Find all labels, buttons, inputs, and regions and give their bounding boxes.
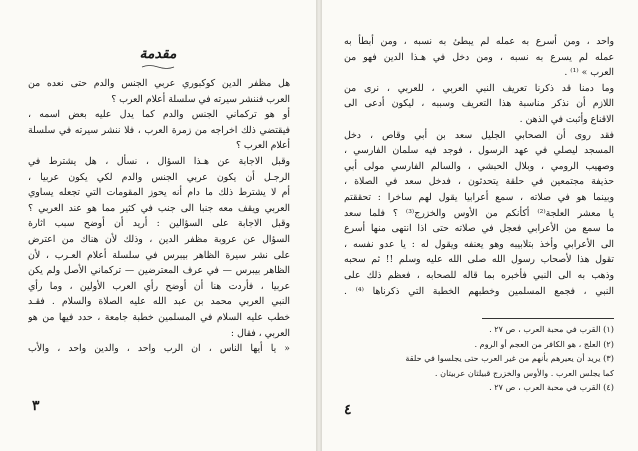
footnote-line: (٤) القرب في محبة العرب ، ص ٢٧ . [489, 382, 614, 393]
footnote-line: (٢) العلج ، هو الكافر من العجم أو الروم . [474, 338, 614, 349]
text-line: السؤال عن عروبة مظفر الدين ، وذلك لأن هناك من اعترض [28, 233, 290, 245]
text-line: الرجـل أن يكون عربي الجنس والدم لكي يكون عربيا ، [28, 171, 290, 183]
page-number-left: ٣ [32, 398, 40, 414]
left-page-body [28, 76, 290, 357]
text-line: عربيا ، فأردت هنا أن أوضح رأي العرب الأولين ، وما رأي [28, 280, 290, 292]
text-line: هل مظفر الدين كوكبوري عربي الجنس والدم حتى نعده من [28, 78, 290, 89]
text-line: المسجد ليصلي في عهد الرسول ، فوجد فيه سلمان الفارسي ، [344, 145, 614, 157]
text-line: وذهب به الى النبي فأخبره بما قاله للصحابه ، فعظم ذلك على [344, 269, 614, 281]
footnote-line: (١) القرب في محبة العرب ، ص ٢٧ . [489, 324, 614, 334]
text-line: العربي ويقف معه جنبا الى جنب في كثير مما هو عند العربي ؟ [28, 202, 290, 214]
right-page [322, 0, 638, 451]
page-heading: مقدمة [139, 46, 177, 62]
text-line: اللازم أن نذكر مناسبة هذا التعريف وسببه ، ليكون أدعى الى [344, 98, 614, 110]
text-line: حذيفة مجتمعين في حلقة يتحدثون ، فدخل سعد في الصلاة ، [344, 176, 614, 188]
text-line: ما سمع من الأعرابي فعجل في صلاته حتى اذا انتهى منها أسرع [344, 223, 614, 235]
text-line: العربي ، فقال : [230, 327, 290, 339]
text-line: واحد ، ومن أسرع به عمله لم يبطئ به نسبه ، ومن أبطأ به [344, 36, 614, 47]
text-line: عمله لم يسرع به نسبه ، ومن دخل في هـذا الدين فهو من [344, 51, 614, 63]
text-line: أو هو تركماني الجنس والدم كما يدل عليه بعض اسمه ، [28, 109, 290, 121]
text-line: خطب عليه السلام في المسلمين خطبة جامعة ، حدد فيها من هو [28, 311, 290, 323]
text-line: يا معشر العلجة⁽²⁾ أكأنكم من الأوس والخزرج⁽³⁾ ؟ فلما سعد [344, 207, 614, 219]
text-line: وقبل الاجابة عن هـذا السؤال ، نسأل ، هل يشترط في [28, 155, 290, 167]
text-line: الى الأعرابي وأخذ بتلابيبه وهو يعنفه ويقول له : يا عدو نفسه ، [344, 238, 614, 250]
text-line: أم لا يشترط ذلك ما دام أنه يحوز المقومات التي تجعله يساوي [28, 187, 290, 199]
text-line: وما دمنا قد ذكرنا تعريف النبي العربي ، للعربي ، نرى من [344, 82, 614, 94]
text-line: وقبل الاجابة على السؤالين : أريد أن أوضح سبب اثارة [28, 218, 290, 230]
footnote-line: (٣) يريد أن يعيرهم بأنهم من غير العرب حتى يجلسوا في حلقة [405, 353, 614, 364]
text-line: وصهيب الرومي ، وبلال الحبشي ، والسالم الفارسي مولى أبي [344, 160, 614, 172]
text-line: تقول هذا لأصحاب رسول الله صلى الله عليه وسلم !! ثم سحبه [344, 254, 614, 266]
text-line: على نشر سيرة الظاهر بيبرس في سلسلة أعلام العـرب ، لأن [28, 249, 290, 261]
text-line: الظاهر بيبرس — في عرف المعترضين — تركماني الأصل ولم يكن [28, 265, 290, 277]
text-line: « يا أيها الناس ، ان الرب واحد ، والدين واحد ، والأب [28, 343, 290, 355]
footnotes [344, 322, 614, 395]
left-page [0, 0, 316, 451]
text-line: وبينما هو في صلاته ، سمع أعرابيا يقول لهم ساخرا : تحققتم [344, 191, 614, 203]
right-page-body [344, 34, 614, 299]
text-line: فيقتضي ذلك اخراجه من زمرة العرب ، فلا ننشر سيرته في سلسلة [28, 124, 290, 136]
text-line: العرب » ⁽¹⁾ . [564, 67, 614, 79]
text-line: العرب فننشر سيرته في سلسلة أعلام العرب ؟ [111, 93, 290, 105]
text-line: فقد روى أن الصحابي الجليل سعد بن أبي وقاص ، دخل [344, 129, 614, 141]
text-line: النبي العربي محمد بن عبد الله عليه الصلاة والسلام . فقـد [28, 296, 290, 308]
text-line: أعلام العرب ؟ [235, 140, 290, 152]
heading-ornament-icon [140, 64, 176, 70]
text-line: الاقناع وأثبت في الذهن . [519, 113, 614, 125]
footnote-divider [482, 318, 614, 319]
text-line: النبي ، فجمع المسلمين وخطبهم الخطبة التي ذكرناها ⁽⁴⁾ . [344, 285, 614, 297]
footnote-line: كما يجلس العرب . والأوس والخزرج قبيلتان عربيتان . [434, 367, 614, 378]
page-number-right: ٤ [344, 402, 352, 418]
